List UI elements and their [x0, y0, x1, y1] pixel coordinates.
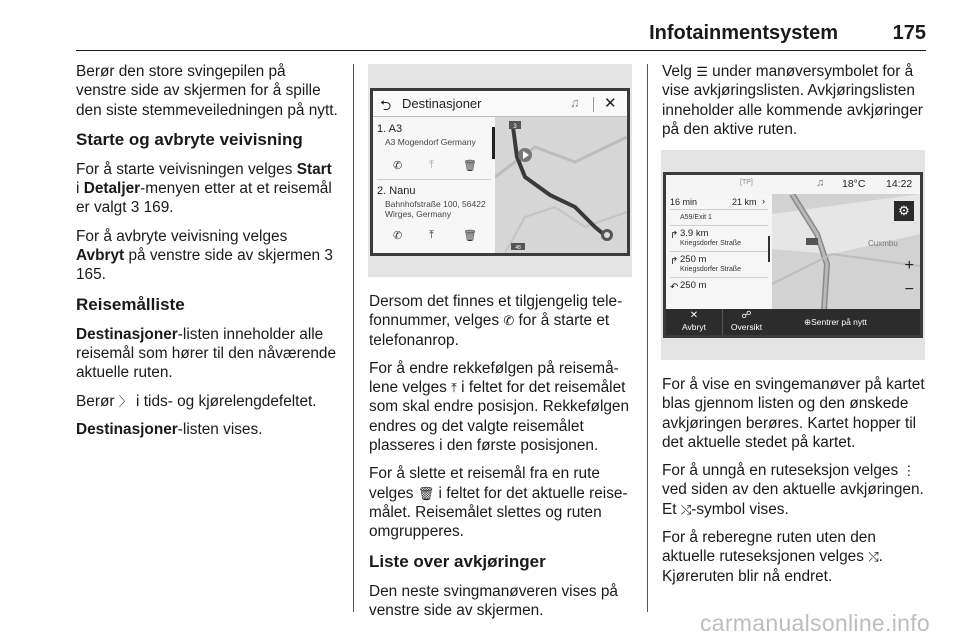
- destination-list: [373, 117, 495, 253]
- exit-row-3-distance[interactable]: 250 m: [680, 280, 707, 291]
- exit-row-2-distance[interactable]: 250 m: [680, 254, 707, 265]
- phone-icon[interactable]: ✆: [393, 230, 403, 242]
- phone-icon: ✆: [503, 313, 515, 329]
- destination-1-title[interactable]: 1. A3: [377, 123, 403, 135]
- paragraph-next-maneuver: Den neste svingmanøveren vises på venstre side av skjermen.: [369, 582, 618, 619]
- svg-text:Cuxmbu: Cuxmbu: [868, 239, 898, 248]
- paragraph-start-guidance: For å starte veivisningen velges Start i Detaljer-menyen etter at et reisemål er valgt 3 169.: [76, 160, 332, 217]
- list-divider: [670, 209, 768, 210]
- screen-bottom-bar: [666, 309, 920, 335]
- distance-readout[interactable]: 21 km: [732, 197, 757, 207]
- trash-icon[interactable]: 🗑: [463, 160, 477, 172]
- recenter-button[interactable]: ⊕Sentrer på nytt: [804, 317, 867, 327]
- column-divider-2: [647, 64, 648, 612]
- music-note-icon[interactable]: ♫: [816, 177, 825, 189]
- phone-icon[interactable]: ✆: [393, 160, 403, 172]
- close-icon: ✕: [689, 310, 699, 321]
- term-destinations: Destinasjoner: [76, 420, 178, 438]
- screen-status-bar: [666, 175, 920, 194]
- svg-text:3: 3: [513, 124, 517, 130]
- screen-display: [666, 175, 920, 335]
- figure-destinations-screen: [368, 64, 632, 277]
- chevron-right-icon[interactable]: ›: [762, 196, 765, 206]
- heading-exit-list: Liste over avkjøringer: [369, 551, 546, 571]
- paragraph-replay-voice: Berør den store svingepilen på venstre side av skjermen for å spille den siste stemmeveiledningen på nytt.: [76, 63, 338, 119]
- paragraph-avoid-section: For å unngå en ruteseksjon velges ⋮ ved siden av den aktuelle avkjøringen. Et ⤭-symbol vises.: [662, 462, 924, 518]
- chevron-right-icon: 〉: [118, 393, 132, 409]
- column-1: [76, 62, 338, 448]
- zoom-out-icon[interactable]: −: [904, 281, 914, 298]
- screen-top-bar: [373, 91, 627, 117]
- cancel-button[interactable]: ✕ Avbryt: [672, 309, 716, 335]
- eta-readout[interactable]: 16 min: [670, 197, 698, 207]
- more-options-icon: ⋮: [902, 463, 916, 479]
- screen-bezel: [370, 88, 630, 256]
- top-bar-separator: [593, 97, 594, 112]
- route-map-graphic: [495, 117, 627, 253]
- list-divider: [670, 225, 768, 226]
- overview-button[interactable]: ☍ Oversikt: [722, 309, 770, 335]
- trash-icon: 🗑: [417, 485, 435, 501]
- paragraph-show-maneuver: For å vise en svingemanøver på kartet blas gjennom listen og den ønskede avkjøringen berøres. Kartet hopper til det aktuelle stedet på kartet.: [662, 376, 925, 451]
- heading-destination-list: Reisemålliste: [76, 294, 185, 314]
- column-divider-1: [353, 64, 354, 612]
- zoom-in-icon[interactable]: +: [904, 257, 914, 274]
- screen-display: [373, 91, 627, 253]
- svg-text:48: 48: [515, 245, 521, 251]
- paragraph-delete: For å slette et reisemål fra en rute velges 🗑 i feltet for det aktuelle reisemålet. Reisemålet slettes og ruten omgrupperes.: [369, 465, 628, 541]
- column-2: [369, 292, 635, 629]
- avoid-route-icon: ⤭: [680, 501, 692, 517]
- move-to-top-icon[interactable]: ⤒: [429, 159, 434, 171]
- page-number: 175: [892, 22, 926, 44]
- header-rule: [76, 50, 926, 51]
- term-cancel: Avbryt: [76, 247, 125, 265]
- term-destinations: Destinasjoner: [76, 325, 178, 343]
- exit-row-0-road[interactable]: A59/Exit 1: [680, 214, 712, 221]
- exit-row-2-road: Kriegsdorfer Straße: [680, 266, 742, 273]
- turn-arrow-icon: ↱: [670, 230, 679, 241]
- screen-bezel: [663, 172, 923, 338]
- term-details: Detaljer: [83, 180, 141, 198]
- list-icon: ☰: [696, 64, 708, 79]
- paragraph-exit-list: Velg ☰ under manøversymbolet for å vise avkjøringslisten. Avkjøringslisten inneholder alle kommende avkjøringer på den aktive ruten.: [662, 63, 923, 138]
- close-icon[interactable]: ✕: [604, 95, 617, 112]
- paragraph-destination-list: Destinasjoner-listen inneholder alle reisemål som hører til den nåværende aktuelle ruten.: [76, 325, 337, 382]
- exit-row-1-distance[interactable]: 3.9 km: [680, 228, 709, 239]
- exit-list: [666, 194, 772, 309]
- list-divider: [377, 179, 491, 180]
- move-to-top-icon: ⤒: [451, 380, 457, 396]
- figure-exit-list-screen: [661, 150, 925, 360]
- route-overview-icon: ☍: [741, 310, 752, 321]
- trash-icon[interactable]: 🗑: [463, 230, 477, 242]
- page-reference-165[interactable]: 3 165.: [76, 247, 333, 284]
- clock-readout: 14:22: [886, 178, 913, 190]
- paragraph-list-shown: Destinasjoner-listen vises.: [76, 420, 263, 438]
- screen-title: Destinasjoner: [402, 96, 482, 111]
- paragraph-touch-chevron: Berør 〉 i tids- og kjørelengdefeltet.: [76, 392, 317, 410]
- exit-row-1-road: Kriegsdorfer Straße: [680, 240, 742, 247]
- destination-1-address: A3 Mogendorf Germany: [385, 137, 476, 147]
- turn-arrow-icon: ↱: [670, 256, 679, 267]
- column-3: [662, 62, 926, 148]
- list-scrollbar[interactable]: [768, 236, 770, 262]
- avoid-route-icon: ⤭: [868, 549, 879, 565]
- route-map[interactable]: [495, 117, 627, 253]
- page-reference-169[interactable]: 3 169.: [130, 199, 174, 217]
- heading-start-stop: Starte og avbryte veivisning: [76, 129, 303, 149]
- column-3-continued: [662, 375, 926, 595]
- back-arrow-icon[interactable]: ⮌: [380, 97, 392, 113]
- watermark: carmanualsonline.info: [699, 610, 930, 636]
- list-divider: [670, 277, 768, 278]
- paragraph-reorder: For å endre rekkefølgen på reisemålene velges ⤒ i feltet for det reisemålet som skal endre posisjon. Rekkefølgen endres og det valgte reisemålet plasseres i den første posisjonen.: [369, 359, 630, 455]
- paragraph-phone-call: Dersom det finnes et tilgjengelig telefonnummer, velges ✆ for å starte et telefonanrop.: [369, 293, 623, 349]
- destination-2-address-line2: Wirges, Germany: [385, 209, 452, 219]
- turn-arrow-icon: ↶: [670, 282, 679, 293]
- term-start: Start: [296, 160, 332, 178]
- move-to-top-icon[interactable]: ⤒: [429, 229, 434, 241]
- temperature-readout: 18°C: [842, 178, 866, 190]
- destination-2-title[interactable]: 2. Nanu: [377, 185, 416, 197]
- destination-2-address-line1: Bahnhofstraße 100, 56422: [385, 199, 486, 209]
- page-header-title: Infotainmentsystem: [649, 22, 838, 44]
- settings-gear-icon[interactable]: ⚙: [894, 201, 914, 221]
- list-divider: [670, 251, 768, 252]
- paragraph-recalculate: For å reberegne ruten uten den aktuelle ruteseksjonen velges ⤭. Kjøreruten blir nå endret.: [662, 529, 883, 585]
- traffic-program-indicator: [TP]: [740, 179, 753, 186]
- music-note-icon[interactable]: ♫: [570, 95, 580, 110]
- paragraph-cancel-guidance: For å avbryte veivisning velges Avbryt på venstre side av skjermen 3 165.: [76, 227, 333, 284]
